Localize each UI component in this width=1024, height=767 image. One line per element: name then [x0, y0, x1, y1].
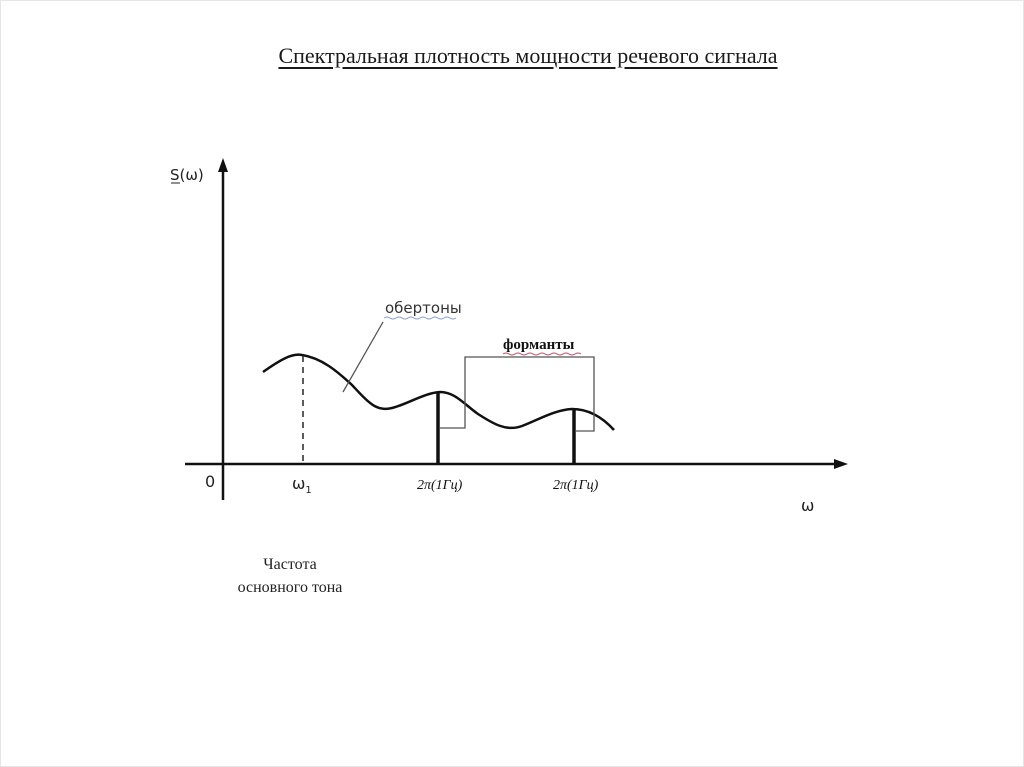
- formants-label-wavy-underline: [503, 353, 581, 355]
- fundamental-tone-caption: Частота основного тона: [237, 556, 343, 596]
- y-axis-arrow: [218, 158, 228, 172]
- overtones-label: обертоны: [385, 299, 462, 317]
- formant-1-frequency-label: 2π(1Гц): [417, 478, 463, 493]
- origin-label: 0: [205, 472, 216, 491]
- formant-2-frequency-label: 2π(1Гц): [553, 478, 599, 493]
- x-axis-label: ω: [801, 496, 815, 515]
- formants-label: форманты: [503, 337, 575, 353]
- omega1-label: $\omega_1$: [292, 474, 312, 496]
- y-axis-label: S(ω): [170, 166, 204, 184]
- x-axis-arrow: [834, 459, 848, 469]
- overtones-label-wavy-underline: [384, 317, 456, 319]
- overtones-callout-line: [343, 322, 383, 392]
- formants-bracket: [440, 357, 594, 431]
- slide-title: Спектральная плотность мощности речевого сигнала: [278, 43, 778, 68]
